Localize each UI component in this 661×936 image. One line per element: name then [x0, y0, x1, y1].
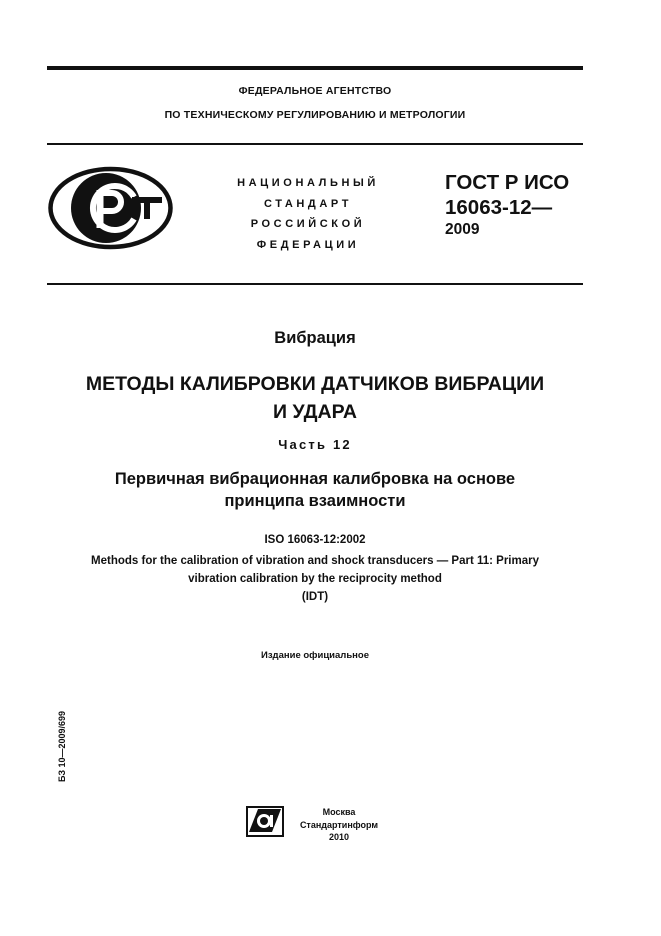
subtitle-line: Первичная вибрационная калибровка на основе: [114, 470, 516, 488]
english-title-line: Methods for the calibration of vibration and shock transducers — Part 11: Primary: [91, 555, 539, 567]
english-title-line: vibration calibration by the reciprocity method: [188, 573, 442, 585]
title-line: И УДАРА: [273, 401, 357, 423]
designation-year: 2009: [445, 221, 480, 238]
top-rule: [47, 66, 583, 70]
designation-line-2: 16063-12—: [445, 196, 553, 219]
publisher-year: 2010: [328, 832, 350, 842]
subject-heading: Вибрация: [274, 329, 356, 347]
edition-label: Издание официальное: [261, 650, 369, 661]
equivalence-marker: (IDT): [301, 591, 329, 603]
national-standard-label: [222, 173, 394, 255]
national-standard-line: РОССИЙСКОЙ: [250, 218, 366, 230]
designation-line-1: ГОСТ Р ИСО: [445, 171, 570, 194]
national-standard-line: ФЕДЕРАЦИИ: [256, 238, 360, 251]
english-title: [47, 552, 583, 606]
title-divider: [47, 283, 583, 285]
document-title: [47, 370, 583, 426]
publisher-name: Стандартинформ: [299, 819, 379, 830]
side-code: БЗ 10—2009/699: [57, 710, 67, 782]
agency-line-2: ПО ТЕХНИЧЕСКОМУ РЕГУЛИРОВАНИЮ И МЕТРОЛОГИИ: [164, 109, 466, 121]
national-standard-line: СТАНДАРТ: [263, 197, 353, 210]
national-standard-line: НАЦИОНАЛЬНЫЙ: [237, 177, 379, 189]
title-line: МЕТОДЫ КАЛИБРОВКИ ДАТЧИКОВ ВИБРАЦИИ: [85, 373, 545, 395]
publisher-block: [292, 806, 386, 844]
iso-reference: ISO 16063-12:2002: [264, 534, 366, 546]
header-divider: [47, 143, 583, 145]
standard-designation: [445, 170, 569, 240]
publisher-city: Москва: [322, 807, 356, 817]
agency-line-1: ФЕДЕРАЛЬНОЕ АГЕНТСТВО: [238, 85, 392, 97]
subtitle-line: принципа взаимности: [224, 492, 406, 510]
part-number: Часть 12: [278, 437, 352, 452]
document-subtitle: [47, 468, 583, 512]
standartinform-logo-icon: [246, 806, 284, 837]
rst-logo-icon: [48, 166, 173, 250]
